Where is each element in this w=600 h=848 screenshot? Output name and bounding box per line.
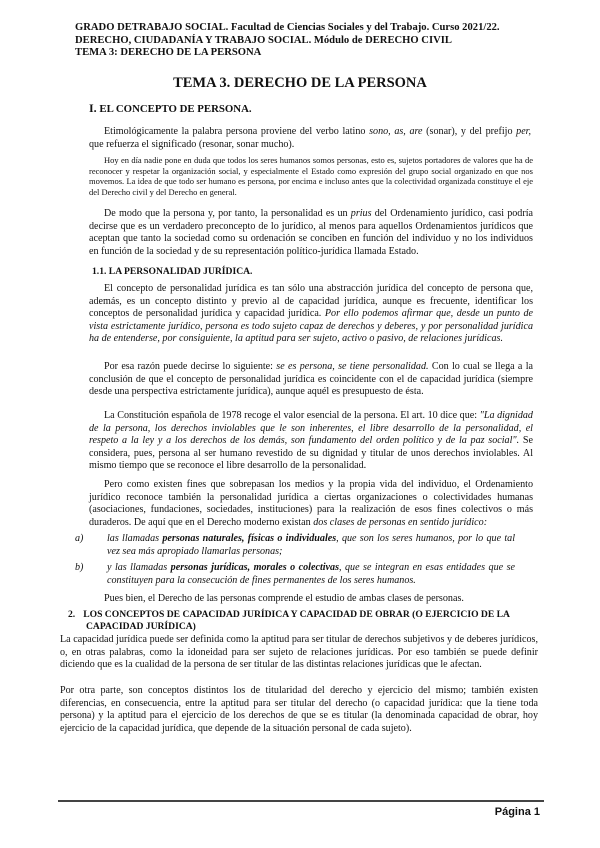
paragraph-constitution: La Constitución española de 1978 recoge el valor esencial de la persona. El art. 10 dice que: "La dignidad de la persona, los derechos inviolables que le son inherentes, el libre desarrollo de la personalidad, el respeto a la ley y a los derechos de los demás, son fundamento del orden político y de la paz social". Se considera, pues, persona al ser humano revestido de su dignidad y titular de unos derechos inviolables. Al mismo tiempo que se reconoce el libre desarrollo de la personalidad. xyxy=(89,410,533,472)
section-2-number: 2. xyxy=(68,609,76,620)
section-1-number: I. xyxy=(89,101,97,115)
header-line-2: DERECHO, CIUDADANÍA Y TRABAJO SOCIAL. Módulo de DERECHO CIVIL xyxy=(75,34,452,46)
header-line-3: TEMA 3: DERECHO DE LA PERSONA xyxy=(75,47,262,59)
paragraph-capacity-to-act: Por otra parte, son conceptos distintos los de titularidad del derecho y ejercicio del mismo; también existen diferencias, en consecuencia, entre la aptitud para ser titular del derecho (o capacidad jurídica: que la tiene toda persona) y la aptitud para el ejercicio de los derechos de que se es titular (la denominada capacidad de obrar, hoy ejercicio de la capacidad jurídica, que depende de la situación personal de cada sujeto). xyxy=(60,685,538,734)
page-number: Página 1 xyxy=(494,806,540,818)
footer-divider xyxy=(58,800,544,802)
section-2-title-line-1: LOS CONCEPTOS DE CAPACIDAD JURÍDICA Y CAPACIDAD DE OBRAR (O EJERCICIO DE LA xyxy=(83,609,510,620)
paragraph-prius: De modo que la persona y, por tanto, la personalidad es un prius del Ordenamiento jurídico, casi podría decirse que es un verdadero preconcepto de lo jurídico, al menos para aquellos Ordenamientos jurídicos que aceptan que tanto la sociedad como su ordenación se conciben en función del individuo y no los individuos en función de la sociedad y de su representación político-jurídica llamada Estado. xyxy=(89,208,533,257)
paragraph-both-classes: Pues bien, el Derecho de las personas comprende el estudio de ambas clases de personas. xyxy=(104,593,464,604)
list-marker: a) xyxy=(75,533,84,544)
section-2-heading xyxy=(68,609,510,620)
list-marker: b) xyxy=(75,562,84,573)
paragraph-se-es-persona: Por esa razón puede decirse lo siguiente: se es persona, se tiene personalidad. Con lo cual se llega a la conclusión de que el concepto de personalidad jurídica es coincidente con el de capacidad jurídica (siempre desde una perspectiva estrictamente jurídica), aunque aquél es presupuesto de ésta. xyxy=(89,361,533,398)
paragraph-legal-personality: El concepto de personalidad jurídica es tan sólo una abstracción jurídica del concepto de persona que, además, es un concepto distinto y previo al de capacidad jurídica, aunque es frecuente, identificar los conceptos de personalidad jurídica y capacidad jurídica. Por ello podemos afirmar que, desde un punto de vista estrictamente jurídico, persona es todo sujeto capaz de derechos y deberes, y por personalidad jurídica ha de entenderse, por consiguiente, la aptitud para ser sujeto, activo o pasivo, de relaciones jurídicas. xyxy=(89,283,533,345)
section-1-title: EL CONCEPTO DE PERSONA. xyxy=(99,103,252,115)
list-item xyxy=(75,533,515,559)
paragraph-collective-persons: Pero como existen fines que sobrepasan los medios y la propia vida del individuo, el Ordenamiento jurídico reconoce también la personalidad jurídica a ciertas organizaciones o colectividades humanas (asociaciones, fundaciones, sociedades, instituciones) para la realización de esos fines colectivos o más duraderos. De aquí que en el Derecho moderno existan dos clases de personas en sentido jurídico: xyxy=(89,479,533,528)
header-line-1: GRADO DETRABAJO SOCIAL. Facultad de Ciencias Sociales y del Trabajo. Curso 2021/22. xyxy=(75,22,500,33)
section-2-title-line-2: CAPACIDAD JURÍDICA) xyxy=(86,621,196,632)
subsection-1-1-heading: 1.1. LA PERSONALIDAD JURÍDICA. xyxy=(92,266,253,277)
list-item xyxy=(75,562,515,588)
document-header xyxy=(75,22,545,60)
section-1-heading xyxy=(89,101,252,116)
list-item-text: las llamadas personas naturales, físicas o individuales, que son los seres humanos, por lo que tal vez sea más apropiado llamarlas personas; xyxy=(107,533,516,557)
paragraph-etymology: Etimológicamente la palabra persona proviene del verbo latino sono, as, are (sonar), y del prefijo per, que refuerza el significado (resonar, sonar mucho). xyxy=(89,126,531,150)
paragraph-human-beings: Hoy en día nadie pone en duda que todos los seres humanos somos personas, esto es, sujetos portadores de valores que ha de reconocer y respetar la organización social, y especialmente el Estado como expresión del grupo social organizado en que nos movemos. La idea de que todo ser humano es persona, por encima e incluso antes que la colectividad organizada constituye el eje del Derecho civil y del Derecho en general. xyxy=(89,155,533,197)
paragraph-legal-capacity: La capacidad jurídica puede ser definida como la aptitud para ser titular de derechos subjetivos y de deberes jurídicos, o, en otras palabras, como la idoneidad para ser sujeto de relaciones jurídicas. Por eso también se puede definir diciendo que es la cualidad de la persona de ser titular de las distintas relaciones jurídicas que le afectan. xyxy=(60,634,538,671)
page-title: TEMA 3. DERECHO DE LA PERSONA xyxy=(173,75,427,91)
list-item-text: y las llamadas personas jurídicas, morales o colectivas, que se integran en esas entidades que se constituyen para la consecución de fines permanentes de los seres humanos. xyxy=(107,562,515,586)
